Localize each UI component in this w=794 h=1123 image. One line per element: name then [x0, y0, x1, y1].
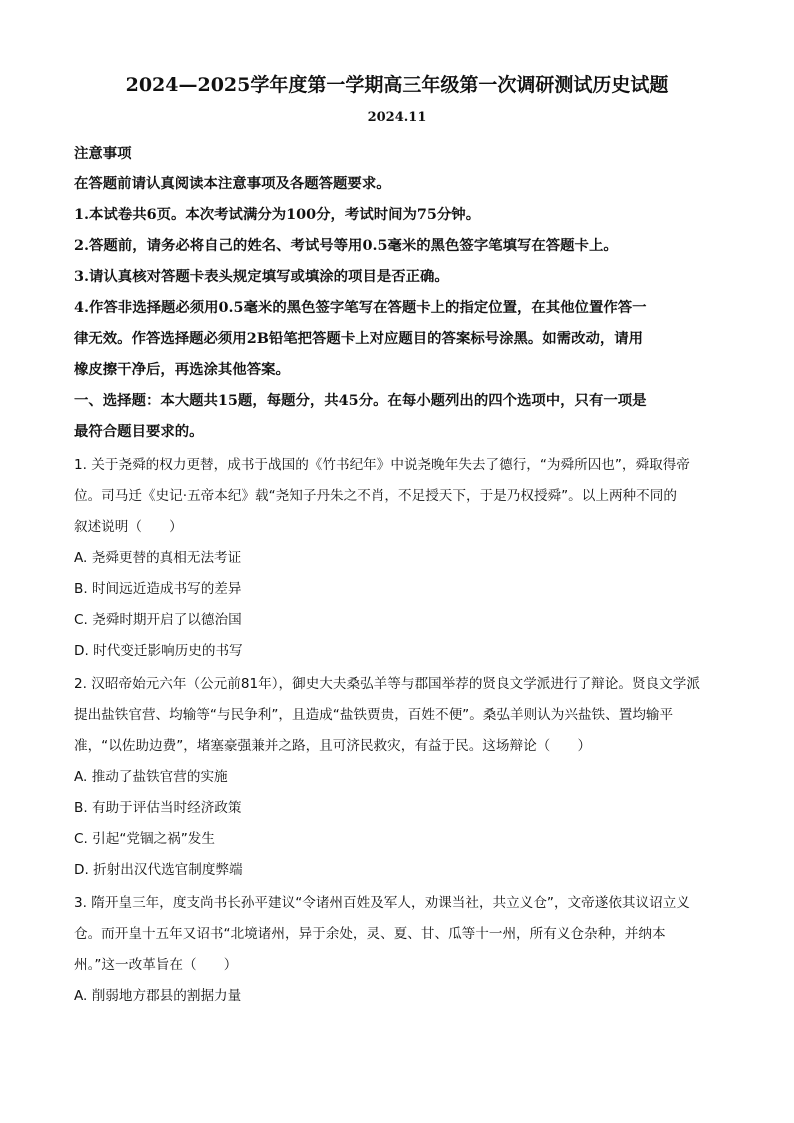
notice-item-4-line-1: 4.作答非选择题必须用0.5毫米的黑色签字笔写在答题卡上的指定位置，在其他位置作答一	[74, 299, 647, 316]
question-1-stem-line-3: 叙述说明（ ）	[74, 519, 183, 535]
question-1-option-a: A. 尧舜更替的真相无法考证	[74, 550, 242, 566]
question-1-stem-line-1: 1. 关于尧舜的权力更替，成书于战国的《竹书纪年》中说尧晚年失去了德行，“为舜所囚也”，舜取得帝	[74, 457, 690, 473]
question-1-stem-line-2: 位。司马迁《史记·五帝本纪》载“尧知子丹朱之不肖，不足授天下，于是乃权授舜”。以上两种不同的	[74, 488, 677, 504]
notice-item-1: 1.本试卷共6页。本次考试满分为100分，考试时间为75分钟。	[74, 206, 481, 223]
notice-heading: 注意事项	[74, 145, 132, 162]
exam-date: 2024.11	[367, 110, 427, 125]
question-2-stem-line-3: 准，“以佐助边费”，堵塞豪强兼并之路，且可济民救灾，有益于民。这场辩论（ ）	[74, 738, 592, 754]
question-3-stem-line-3: 州。”这一改革旨在（ ）	[74, 957, 238, 973]
notice-item-4-line-3: 橡皮擦干净后，再选涂其他答案。	[74, 361, 290, 378]
question-2-option-d: D. 折射出汉代选官制度弊端	[74, 862, 243, 878]
notice-item-4-line-2: 律无效。作答选择题必须用2B铅笔把答题卡上对应题目的答案标号涂黑。如需改动，请用	[74, 330, 644, 347]
notice-item-3: 3.请认真核对答题卡表头规定填写或填涂的项目是否正确。	[74, 268, 449, 285]
question-2-stem-line-2: 提出盐铁官营、均输等“与民争利”，且造成“盐铁贾贵，百姓不便”。桑弘羊则认为兴盐铁、置均输平	[74, 707, 674, 723]
question-2-option-a: A. 推动了盐铁官营的实施	[74, 769, 228, 785]
question-2-option-c: C. 引起“党锢之祸”发生	[74, 831, 215, 847]
section-heading-line-2: 最符合题目要求的。	[74, 423, 204, 440]
question-3-option-a: A. 削弱地方郡县的割据力量	[74, 988, 242, 1004]
notice-item-2: 2.答题前，请务必将自己的姓名、考试号等用0.5毫米的黑色签字笔填写在答题卡上。	[74, 237, 618, 254]
question-3-stem-line-2: 仓。而开皇十五年又诏书“北境诸州，异于余处，灵、夏、甘、瓜等十一州，所有义仓杂种，并纳本	[74, 926, 666, 942]
question-1-option-c: C. 尧舜时期开启了以德治国	[74, 612, 242, 628]
page-title: 2024—2025学年度第一学期高三年级第一次调研测试历史试题	[125, 74, 669, 96]
section-heading-line-1: 一、选择题：本大题共15题，每题分，共45分。在每小题列出的四个选项中，只有一项是	[74, 392, 647, 409]
notice-intro: 在答题前请认真阅读本注意事项及各题答题要求。	[74, 175, 391, 192]
question-2-stem-line-1: 2. 汉昭帝始元六年（公元前81年），御史大夫桑弘羊等与郡国举荐的贤良文学派进行了辩论。贤良文学派	[74, 676, 700, 692]
question-1-option-d: D. 时代变迁影响历史的书写	[74, 643, 243, 659]
question-2-option-b: B. 有助于评估当时经济政策	[74, 800, 242, 816]
question-3-stem-line-1: 3. 隋开皇三年，度支尚书长孙平建议“令诸州百姓及军人，劝课当社，共立义仓”，文帝遂依其议诏立义	[74, 895, 690, 911]
question-1-option-b: B. 时间远近造成书写的差异	[74, 581, 242, 597]
